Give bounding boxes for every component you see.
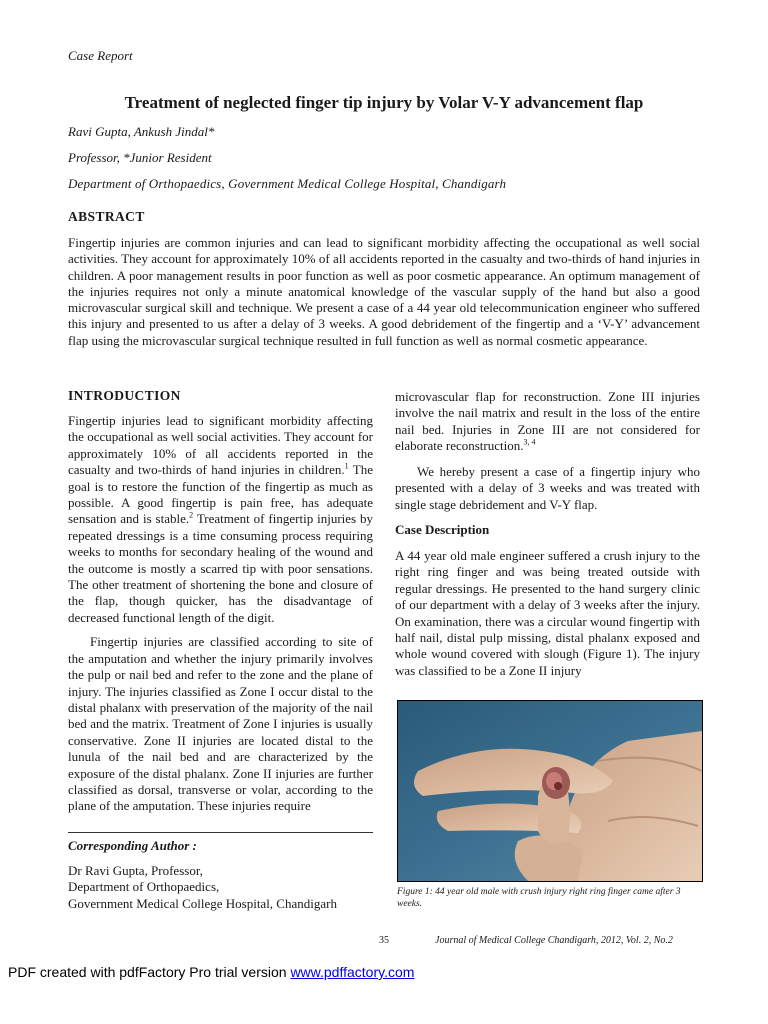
abstract-heading: ABSTRACT xyxy=(68,209,145,224)
intro-paragraph-3 xyxy=(395,389,700,455)
page-number: 35 xyxy=(379,935,389,946)
intro-paragraph-2: Fingertip injuries are classified according to site of the amputation and whether the injury primarily involves the pulp or nail bed and refer to the zone and the plane of injury. The injuries classified as Zone I occur distal to the distal phalanx with preservation of the majority of the nail bed and the matrix. Treatment of Zone I injuries is usually conservative. Zone II injuries are located distal to the lunula of the nail bed and are characterized by the exposure of the distal phalanx. Zone II injuries are further classified as dorsal, transverse or volar, according to the plane of the amputation. These injuries require xyxy=(68,634,373,814)
author-roles: Professor, *Junior Resident xyxy=(68,150,212,165)
citation-2: 2 xyxy=(189,511,194,521)
figure-1-photo xyxy=(397,700,703,882)
footer-text: PDF created with pdfFactory Pro trial version xyxy=(8,964,291,980)
paper-title: Treatment of neglected finger tip injury by Volar V-Y advancement flap xyxy=(124,93,644,112)
pdf-footer xyxy=(8,964,414,980)
corresponding-heading: Corresponding Author : xyxy=(68,838,197,853)
intro-p3-text: microvascular flap for reconstruction. Zone III injuries involve the nail matrix and result in the loss of the entire nail bed. Injuries in Zone III are not considered for elaborate reconstruction. xyxy=(395,389,700,454)
corresponding-details xyxy=(68,863,337,912)
citation-3-4: 3, 4 xyxy=(523,437,536,447)
intro-p1-text-a: Fingertip injuries lead to significant morbidity affecting the occupational as well social activities. They account for approximately 10% of all accidents reported in the casualty and two-thirds of hand injuries in children. xyxy=(68,413,373,478)
case-text: A 44 year old male engineer suffered a crush injury to the right ring finger and was being treated outside with regular dressings. He presented to the hand surgery clinic of our department with a delay of 3 weeks after the injury. On examination, there was a circular wound fingertip with half nail, distal pulp missing, distal phalanx exposed and whole wound covered with slough (Figure 1). The injury was classified to be a Zone II injury xyxy=(395,548,700,678)
intro-p1-text-b: The goal is to restore the function of the fingertip as much as possible. A good fingertip is pain free, has adequate sensation and is stable. xyxy=(68,462,373,527)
affiliation: Department of Orthopaedics, Government Medical College Hospital, Chandigarh xyxy=(68,176,507,191)
citation-1: 1 xyxy=(344,461,349,471)
corresponding-line-2: Department of Orthopaedics, xyxy=(68,879,220,895)
intro-paragraph-4 xyxy=(395,464,700,513)
case-heading: Case Description xyxy=(395,522,490,537)
divider xyxy=(68,832,373,833)
introduction-heading: INTRODUCTION xyxy=(68,388,181,403)
journal-citation: Journal of Medical College Chandigarh, 2012, Vol. 2, No.2 xyxy=(435,935,673,946)
abstract-text: Fingertip injuries are common injuries and can lead to significant morbidity affecting the occupational as well social activities. They account for approximately 10% of all accidents reported in the casualty and two-thirds of hand injuries in children. A poor management results in poor function as well as poor cosmetic appearance. An optimum management of the injuries requires not only a minute anatomical knowledge of the vascular supply of the hand but also a good microvascular surgical skill and technique. We present a case of a 44 year old telecommunication engineer who suffered this injury and presented to us after a delay of 3 weeks. A good debridement of the fingertip and a ‘V-Y’ advancement flap using the microvascular surgical technique resulted in full function as well as normal cosmetic appearance. xyxy=(68,235,700,348)
figure-1-caption: Figure 1: 44 year old male with crush injury right ring finger came after 3 weeks. xyxy=(397,887,681,909)
hand-photo-illustration xyxy=(398,701,702,881)
corresponding-line-1: Dr Ravi Gupta, Professor, xyxy=(68,863,203,878)
corresponding-line-3: Government Medical College Hospital, Chandigarh xyxy=(68,895,337,911)
intro-p1-text-c: Treatment of fingertip injuries by repeated dressings is a time consuming process requiring weeks to months for secondary healing of the wound and the outcome is mostly a scarred tip with poor sensations. The other treatment of shortening the bone and closure of the flap, though quicker, has the disadvantage of decreased functional length of the digit. xyxy=(68,511,374,625)
intro-paragraph-1 xyxy=(68,413,373,626)
authors: Ravi Gupta, Ankush Jindal* xyxy=(68,124,215,139)
section-label: Case Report xyxy=(68,48,133,63)
left-column xyxy=(68,413,373,815)
pdffactory-link[interactable]: www.pdffactory.com xyxy=(290,964,415,980)
intro-p4-text: We hereby present a case of a fingertip injury who presented with a delay of 3 weeks and was treated with single stage debridement and V-Y flap. xyxy=(395,464,700,512)
